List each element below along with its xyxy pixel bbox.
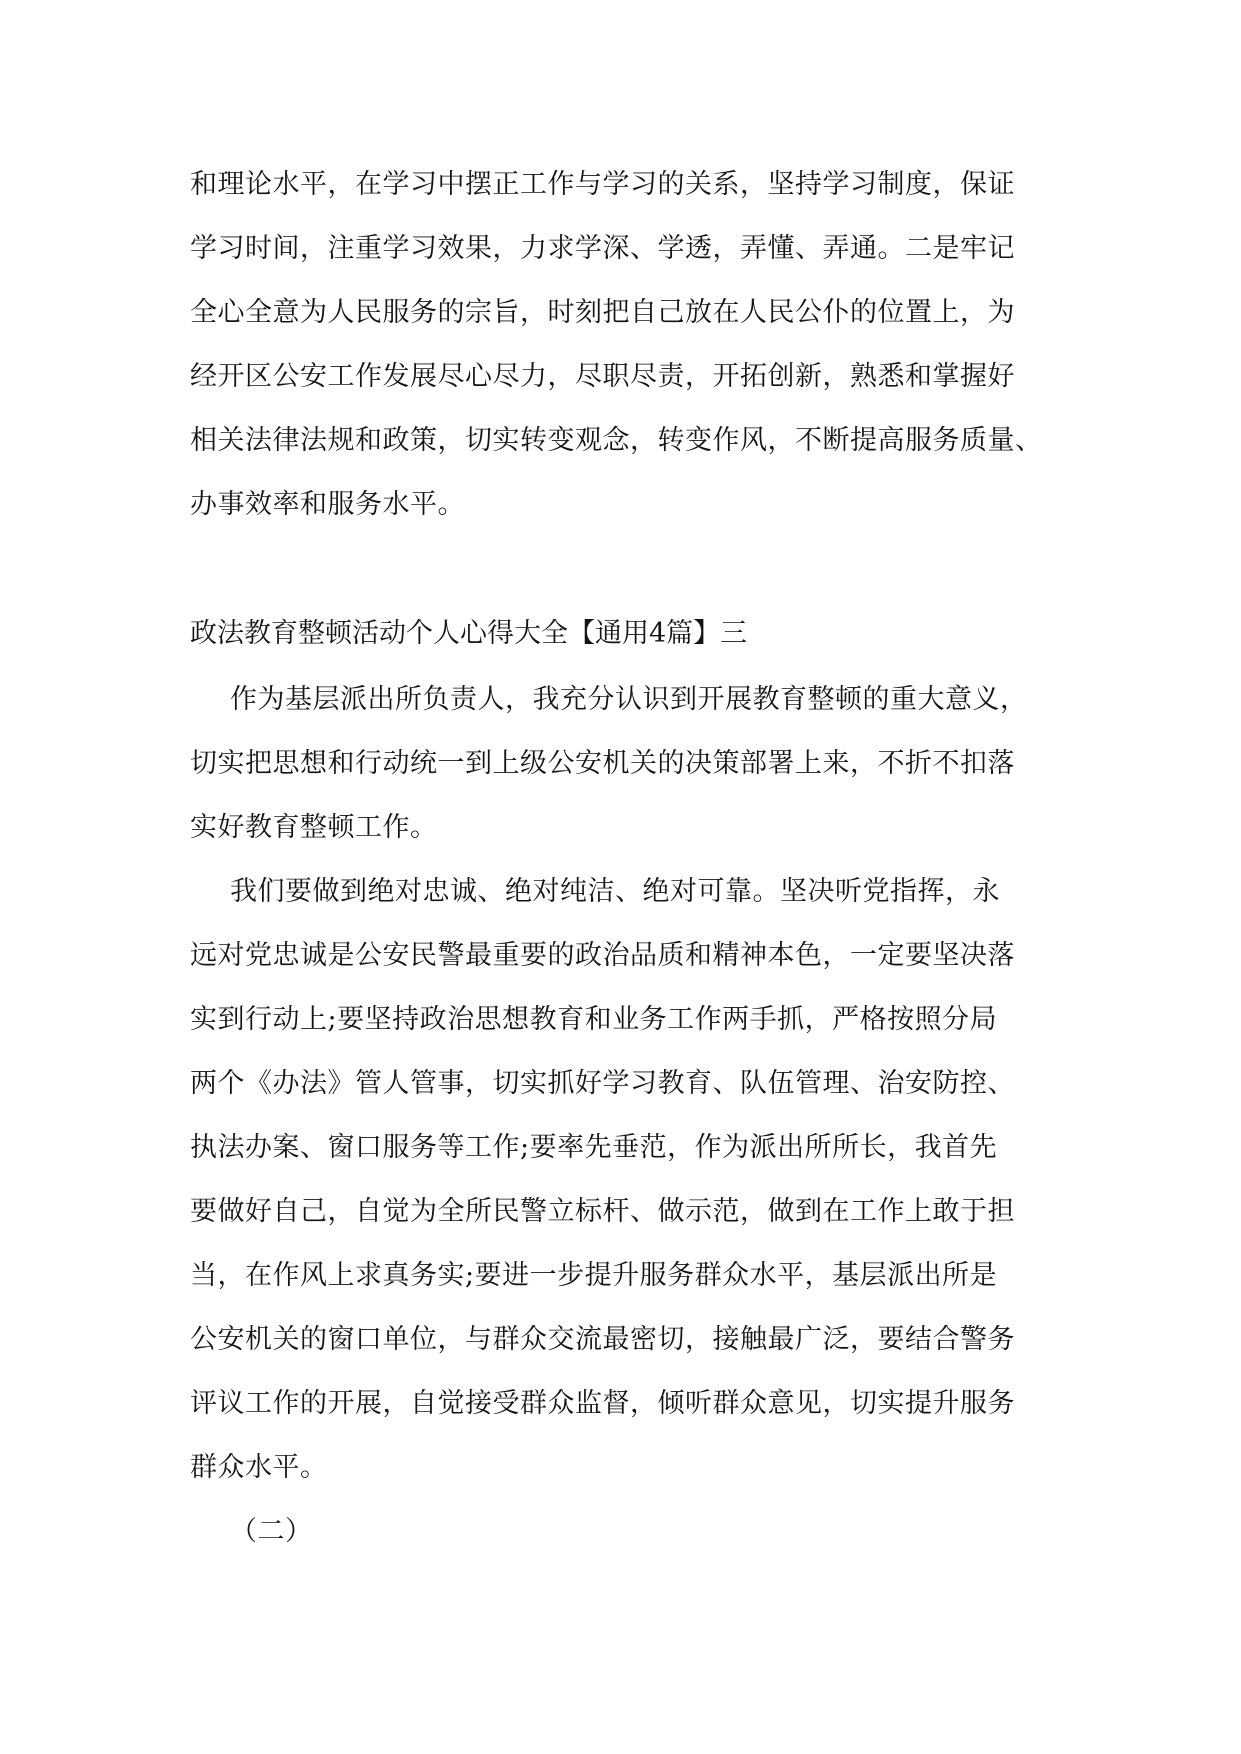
- paragraph-3-line-8: 公安机关的窗口单位，与群众交流最密切，接触最广泛，要结合警务: [190, 1324, 1015, 1355]
- paragraph-3-line-6: 要做好自己，自觉为全所民警立标杆、做示范，做到在工作上敢于担: [190, 1196, 1015, 1227]
- paragraph-3-line-4: 两个《办法》管人管事，切实抓好学习教育、队伍管理、治安防控、: [190, 1068, 1015, 1099]
- paragraph-3-line-10: 群众水平。: [190, 1452, 328, 1483]
- paragraph-2-line-2: 切实把思想和行动统一到上级公安机关的决策部署上来，不折不扣落: [190, 748, 1015, 779]
- paragraph-1-line-1: 和理论水平，在学习中摆正工作与学习的关系，坚持学习制度，保证: [190, 169, 1015, 200]
- paragraph-2-line-3: 实好教育整顿工作。: [190, 812, 438, 843]
- paragraph-1-line-6: 办事效率和服务水平。: [190, 489, 465, 520]
- paragraph-3-line-7: 当，在作风上求真务实;要进一步提升服务群众水平，基层派出所是: [190, 1260, 998, 1291]
- paragraph-3-line-5: 执法办案、窗口服务等工作;要率先垂范，作为派出所所长，我首先: [190, 1132, 998, 1163]
- paragraph-3-line-3: 实到行动上;要坚持政治思想教育和业务工作两手抓，严格按照分局: [190, 1004, 998, 1035]
- paragraph-3-line-2: 远对党忠诚是公安民警最重要的政治品质和精神本色，一定要坚决落: [190, 940, 1015, 971]
- paragraph-1-line-5: 相关法律法规和政策，切实转变观念，转变作风，不断提高服务质量、: [190, 425, 1043, 456]
- subsection-marker: （二）: [230, 1516, 313, 1547]
- paragraph-2-line-1: 作为基层派出所负责人，我充分认识到开展教育整顿的重大意义，: [230, 684, 1028, 715]
- paragraph-3-line-9: 评议工作的开展，自觉接受群众监督，倾听群众意见，切实提升服务: [190, 1388, 1015, 1419]
- paragraph-1-line-2: 学习时间，注重学习效果，力求学深、学透，弄懂、弄通。二是牢记: [190, 233, 1015, 264]
- paragraph-1-line-4: 经开区公安工作发展尽心尽力，尽职尽责，开拓创新，熟悉和掌握好: [190, 361, 1015, 392]
- paragraph-3-line-1: 我们要做到绝对忠诚、绝对纯洁、绝对可靠。坚决听党指挥，永: [230, 876, 1000, 907]
- paragraph-1-line-3: 全心全意为人民服务的宗旨，时刻把自己放在人民公仆的位置上，为: [190, 297, 1015, 328]
- section-heading: 政法教育整顿活动个人心得大全【通用4篇】三: [190, 618, 748, 649]
